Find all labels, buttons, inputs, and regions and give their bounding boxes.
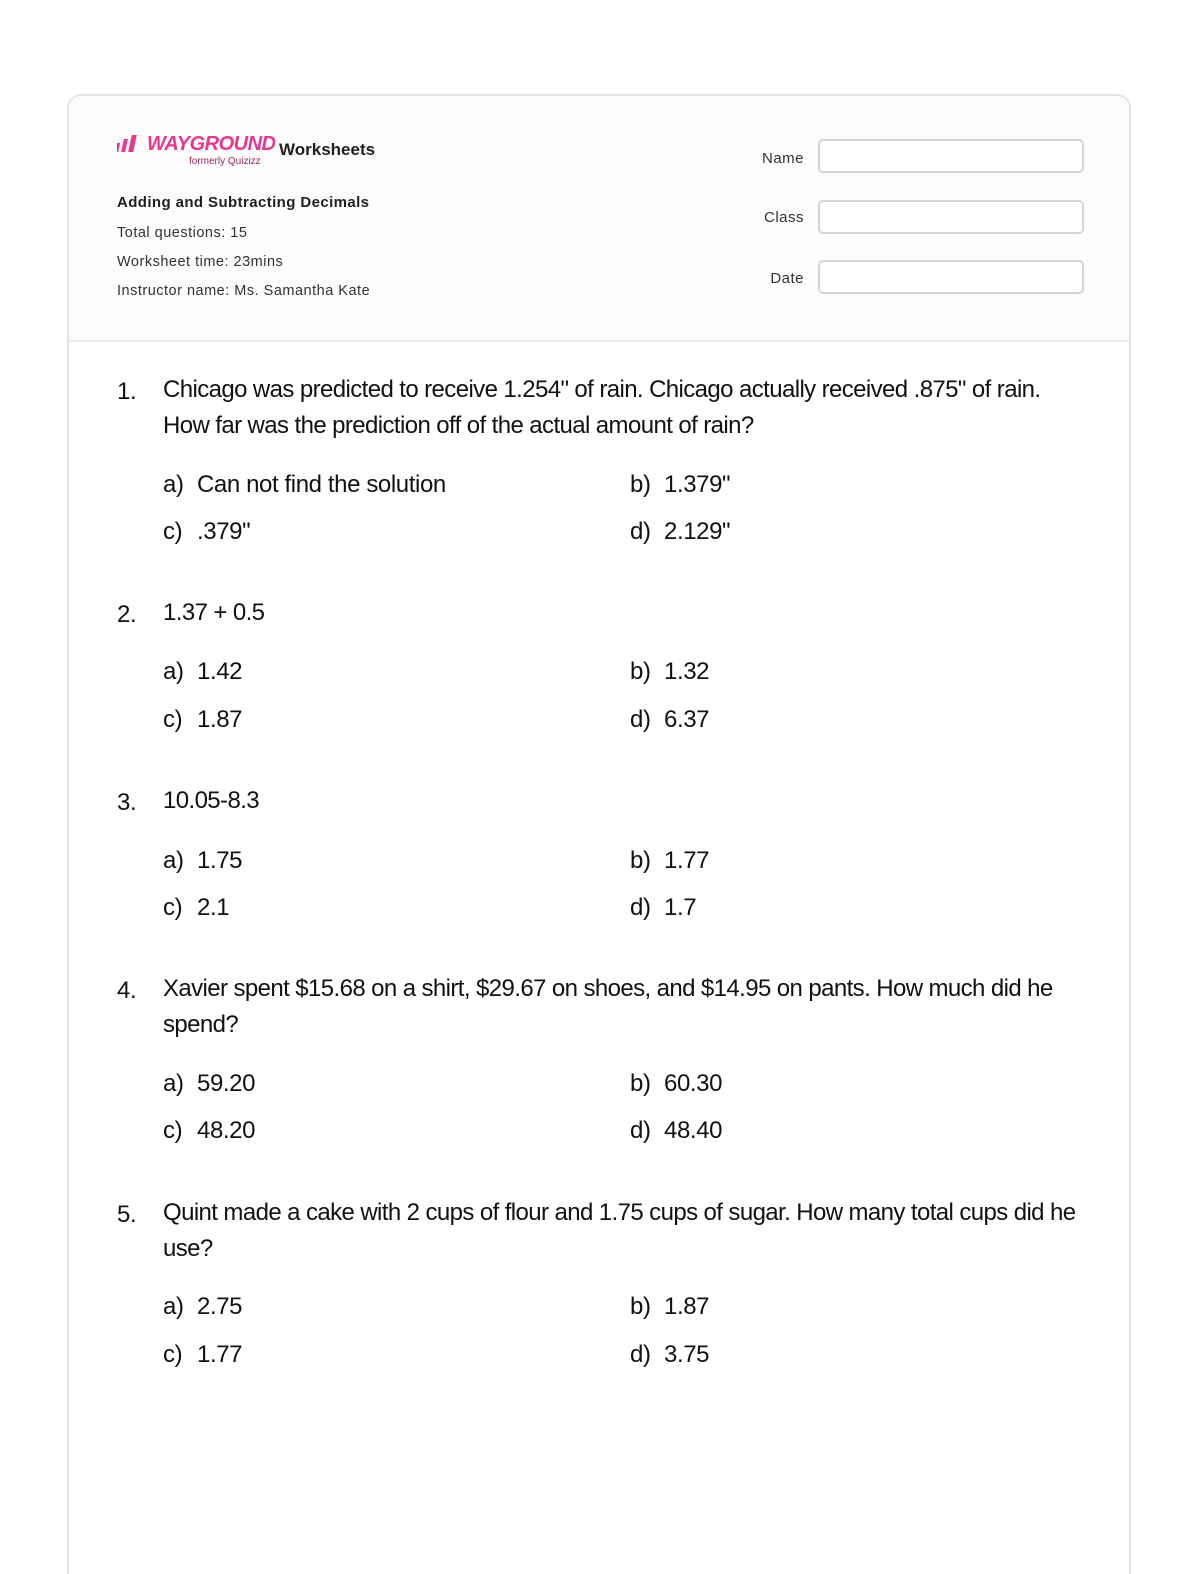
- class-field[interactable]: [818, 200, 1084, 234]
- question-text: 1.37 + 0.5: [163, 599, 265, 626]
- worksheet-time: Worksheet time: 23mins: [117, 254, 284, 270]
- option-text: 2.75: [197, 1293, 243, 1320]
- option-letter: b): [630, 1070, 651, 1097]
- total-questions: Total questions: 15: [117, 225, 248, 241]
- option-text: .379": [197, 518, 251, 545]
- option-letter: c): [163, 894, 183, 921]
- question-number: 1.: [117, 378, 137, 405]
- option-text: 59.20: [197, 1070, 256, 1097]
- option-d[interactable]: [630, 1117, 722, 1145]
- option-letter: c): [163, 706, 183, 733]
- worksheet-header: [69, 96, 1129, 342]
- option-letter: a): [163, 847, 184, 874]
- option-c[interactable]: [163, 1341, 242, 1369]
- name-field[interactable]: [818, 139, 1084, 173]
- option-text: 48.20: [197, 1117, 256, 1144]
- option-letter: b): [630, 658, 651, 685]
- option-letter: b): [630, 1293, 651, 1320]
- option-text: 1.77: [197, 1341, 243, 1368]
- question-number: 2.: [117, 601, 137, 628]
- brand: [117, 132, 457, 172]
- question-text: Quint made a cake with 2 cups of flour and 1.75 cups of sugar. How many total cups did he use?: [163, 1199, 1076, 1262]
- option-letter: a): [163, 471, 184, 498]
- option-a[interactable]: [163, 658, 242, 686]
- option-text: 2.129": [664, 518, 731, 545]
- instructor-name: Instructor name: Ms. Samantha Kate: [117, 283, 371, 299]
- name-label: Name: [761, 150, 804, 167]
- class-label: Class: [763, 209, 804, 226]
- option-text: 1.32: [664, 658, 710, 685]
- option-b[interactable]: [630, 1293, 709, 1321]
- option-letter: a): [163, 1070, 184, 1097]
- option-letter: c): [163, 1341, 183, 1368]
- option-letter: b): [630, 847, 651, 874]
- option-text: 2.1: [197, 894, 230, 921]
- option-c[interactable]: [163, 894, 229, 922]
- question-text: Chicago was predicted to receive 1.254" of rain. Chicago actually received .875" of rain. How far was the prediction off of the actual amount of rain?: [163, 376, 1041, 439]
- section-label: Worksheets: [279, 140, 376, 159]
- option-text: 1.87: [664, 1293, 710, 1320]
- option-text: 1.77: [664, 847, 710, 874]
- option-c[interactable]: [163, 518, 250, 546]
- option-letter: a): [163, 1293, 184, 1320]
- option-text: 1.42: [197, 658, 243, 685]
- option-letter: d): [630, 1341, 651, 1368]
- option-text: 48.40: [664, 1117, 723, 1144]
- option-letter: c): [163, 1117, 183, 1144]
- option-a[interactable]: [163, 471, 446, 499]
- question-number: 5.: [117, 1201, 137, 1228]
- option-text: 1.7: [664, 894, 697, 921]
- option-a[interactable]: [163, 847, 242, 875]
- option-letter: d): [630, 706, 651, 733]
- option-text: 6.37: [664, 706, 710, 733]
- worksheet-title: Adding and Subtracting Decimals: [117, 194, 370, 211]
- option-d[interactable]: [630, 706, 709, 734]
- option-text: 1.379": [664, 471, 731, 498]
- question-number: 3.: [117, 789, 137, 816]
- option-text: 60.30: [664, 1070, 723, 1097]
- date-label: Date: [770, 270, 804, 287]
- option-b[interactable]: [630, 847, 709, 875]
- logo-subtext: formerly Quizizz: [189, 156, 261, 167]
- option-letter: b): [630, 471, 651, 498]
- option-text: 1.87: [197, 706, 243, 733]
- option-c[interactable]: [163, 1117, 255, 1145]
- option-c[interactable]: [163, 706, 242, 734]
- question-text: 10.05-8.3: [163, 787, 260, 814]
- option-letter: d): [630, 518, 651, 545]
- option-d[interactable]: [630, 894, 696, 922]
- option-d[interactable]: [630, 518, 730, 546]
- option-letter: c): [163, 518, 183, 545]
- option-b[interactable]: [630, 658, 709, 686]
- question-text: Xavier spent $15.68 on a shirt, $29.67 on shoes, and $14.95 on pants. How much did he spend?: [163, 975, 1053, 1038]
- option-letter: d): [630, 1117, 651, 1144]
- option-letter: a): [163, 658, 184, 685]
- question-number: 4.: [117, 977, 137, 1004]
- option-letter: d): [630, 894, 651, 921]
- option-text: 3.75: [664, 1341, 710, 1368]
- wayground-logo-icon: [117, 134, 145, 154]
- option-text: Can not find the solution: [197, 471, 446, 498]
- option-a[interactable]: [163, 1070, 255, 1098]
- option-b[interactable]: [630, 471, 730, 499]
- worksheet-page: [67, 94, 1131, 1574]
- option-b[interactable]: [630, 1070, 722, 1098]
- option-a[interactable]: [163, 1293, 242, 1321]
- date-field[interactable]: [818, 260, 1084, 294]
- logo-wordmark: WAYGROUND: [147, 133, 276, 155]
- option-text: 1.75: [197, 847, 243, 874]
- option-d[interactable]: [630, 1341, 709, 1369]
